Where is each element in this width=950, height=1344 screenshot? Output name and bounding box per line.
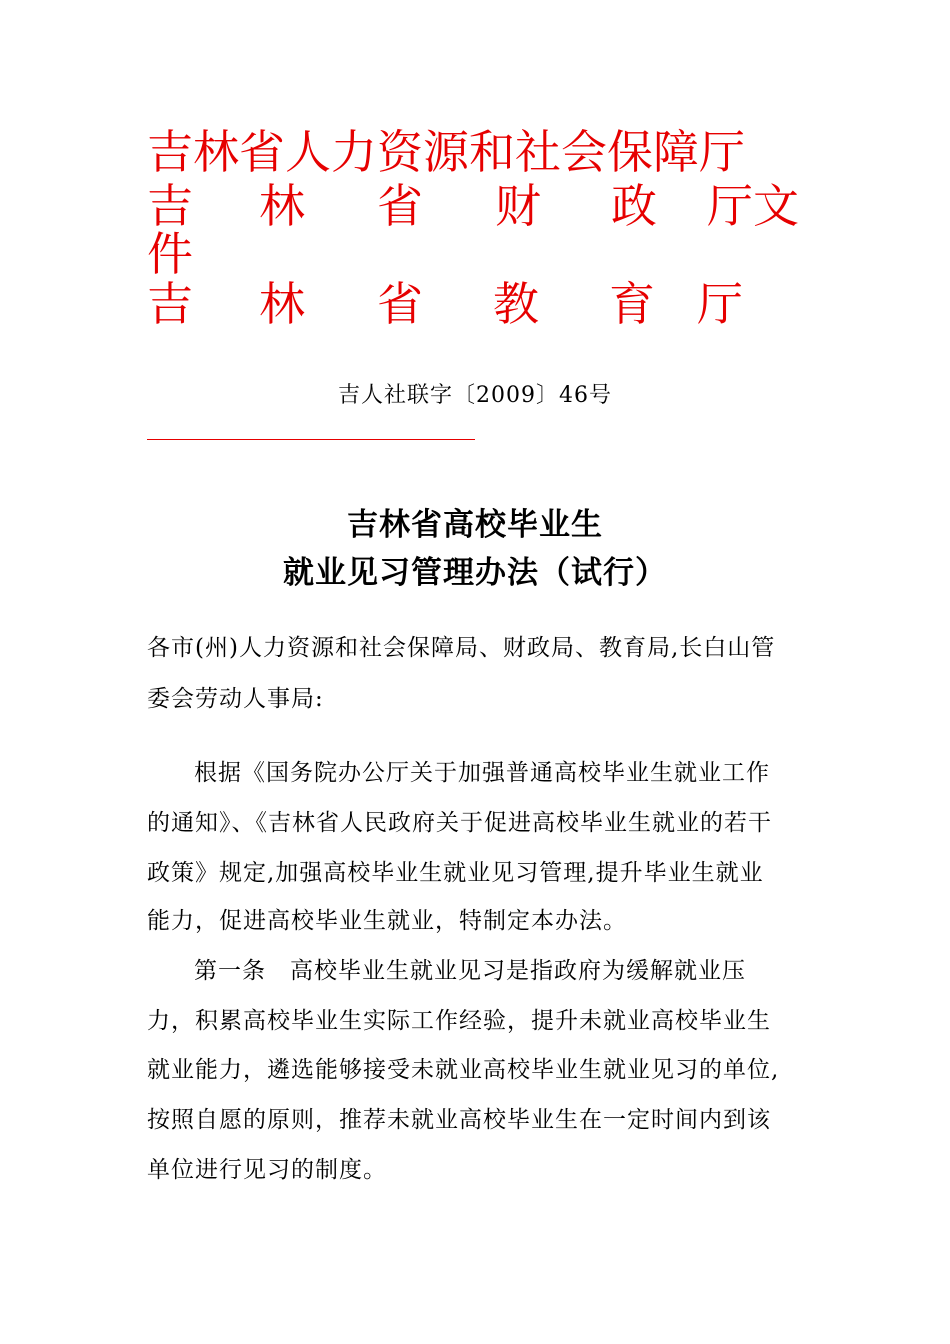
letterhead-line-4-char-4: 教 xyxy=(493,277,539,331)
letterhead-line-2-char-3: 省 xyxy=(377,179,423,233)
document-title-line-2: 就业见习管理办法（试行） xyxy=(283,555,667,591)
letterhead-line-4-char-3: 省 xyxy=(377,277,423,331)
red-divider xyxy=(147,439,475,440)
paragraph-1-line-2: 的通知》、《吉林省人民政府关于促进高校毕业生就业的若干 xyxy=(147,810,772,836)
paragraph-2-line-3: 就业能力，遴选能够接受未就业高校毕业生就业见习的单位, xyxy=(147,1057,780,1083)
paragraph-1-line-1: 根据《国务院办公厅关于加强普通高校毕业生就业工作 xyxy=(194,760,770,786)
letterhead-line-2-char-4: 财 xyxy=(495,179,541,233)
paragraph-1-line-4: 能力，促进高校毕业生就业，特制定本办法。 xyxy=(147,908,627,934)
addressee-line-2: 委会劳动人事局: xyxy=(147,686,324,712)
paragraph-2-line-4: 按照自愿的原则，推荐未就业高校毕业生在一定时间内到该 xyxy=(147,1107,771,1133)
addressee-line-1: 各市(州)人力资源和社会保障局、财政局、教育局,长白山管 xyxy=(147,635,776,661)
letterhead-line-2-char-6: 厅文 xyxy=(707,179,799,233)
paragraph-2-line-5: 单位进行见习的制度。 xyxy=(147,1157,387,1183)
letterhead-line-3: 件 xyxy=(147,227,193,281)
letterhead-line-4-char-2: 林 xyxy=(259,277,305,331)
paragraph-1-line-3: 政策》规定,加强高校毕业生就业见习管理,提升毕业生就业 xyxy=(147,860,764,886)
letterhead-line-2-char-5: 政 xyxy=(611,179,657,233)
letterhead-line-4-char-1: 吉 xyxy=(147,277,193,331)
letterhead-line-1: 吉林省人力资源和社会保障厅 xyxy=(147,125,745,179)
letterhead-line-4-char-6: 厅 xyxy=(697,277,743,331)
letterhead-line-4-char-5: 育 xyxy=(609,277,655,331)
document-title-line-1: 吉林省高校毕业生 xyxy=(347,507,603,543)
paragraph-2-line-2: 力，积累高校毕业生实际工作经验，提升未就业高校毕业生 xyxy=(147,1008,771,1034)
document-number: 吉人社联字〔2009〕46号 xyxy=(338,383,612,408)
letterhead-line-2-char-1: 吉 xyxy=(147,179,193,233)
letterhead-line-2-char-2: 林 xyxy=(259,179,305,233)
paragraph-2-line-1: 第一条 高校毕业生就业见习是指政府为缓解就业压 xyxy=(194,958,746,984)
